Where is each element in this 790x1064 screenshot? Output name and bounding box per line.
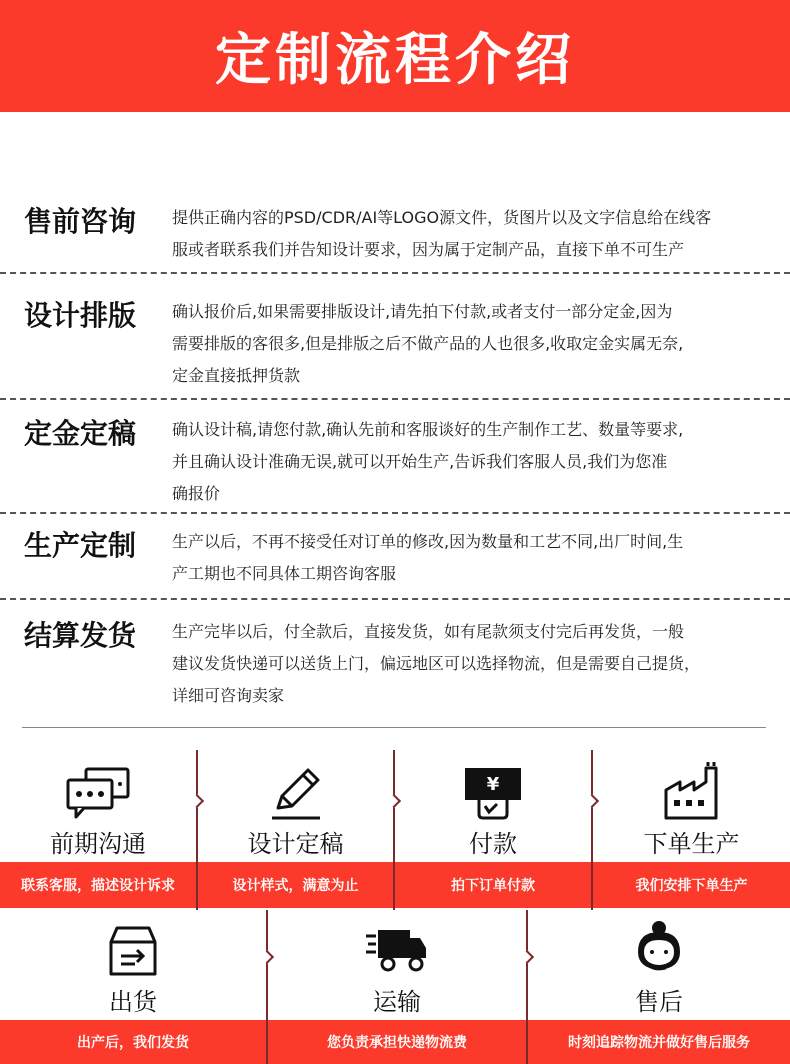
step-design <box>198 750 393 860</box>
pencil-edit-icon <box>268 764 324 822</box>
section-title: 定金定稿 <box>24 417 137 450</box>
desc-line: 建议发货快递可以送货上门，偏远地区可以选择物流，但是需要自己提货， <box>172 654 701 673</box>
section-title: 售前咨询 <box>24 205 137 238</box>
step-label: 付款 <box>469 830 517 858</box>
desc-line: 定金直接抵押货款 <box>172 366 301 385</box>
box-ship-icon <box>105 924 161 978</box>
step-consult <box>0 750 196 860</box>
step-bar: 拍下订单付款 <box>395 862 591 908</box>
section-title: 生产定制 <box>24 529 137 562</box>
desc-line: 并且确认设计准确无误,就可以开始生产,告诉我们客服人员,我们为您准 <box>172 452 668 471</box>
step-production <box>593 750 790 860</box>
section-desc <box>172 526 772 590</box>
section-title: 设计排版 <box>24 299 137 332</box>
step-label: 运输 <box>373 988 421 1016</box>
step-payment <box>395 750 591 860</box>
desc-line: 提供正确内容的PSD/CDR/AI等LOGO源文件，货图片以及文字信息给在线客 <box>172 208 712 227</box>
step-label: 下单生产 <box>643 830 740 858</box>
payment-yen-icon <box>461 764 525 822</box>
desc-line: 生产完毕以后，付全款后，直接发货，如有尾款须支付完后再发货，一般 <box>172 622 685 641</box>
yen-symbol: ¥ <box>486 774 500 795</box>
page-title: 定制流程介绍 <box>215 28 575 93</box>
desc-line: 生产以后，不再不接受任对订单的修改,因为数量和工艺不同,出厂时间,生 <box>172 532 684 551</box>
dashed-divider <box>0 272 790 274</box>
section-title: 结算发货 <box>24 619 137 652</box>
section-desc <box>172 414 772 510</box>
step-label: 前期沟通 <box>50 830 146 858</box>
desc-line: 需要排版的客很多,但是排版之后不做产品的人也很多,收取定金实属无奈, <box>172 334 684 353</box>
step-label: 设计定稿 <box>247 830 344 858</box>
step-label: 出货 <box>109 988 157 1016</box>
step-bar: 您负责承担快递物流费 <box>268 1020 526 1064</box>
chat-bubbles-icon <box>64 766 132 820</box>
step-aftersale <box>528 910 790 1020</box>
step-bar: 时刻追踪物流并做好售后服务 <box>528 1020 790 1064</box>
step-bar: 设计样式，满意为止 <box>198 862 393 908</box>
process-divider <box>22 727 766 728</box>
delivery-truck-icon <box>364 924 430 976</box>
section-desc <box>172 616 772 712</box>
dashed-divider <box>0 512 790 514</box>
step-transport <box>268 910 526 1020</box>
factory-icon <box>662 760 722 822</box>
desc-line: 确认设计稿,请您付款,确认先前和客服谈好的生产制作工艺、数量等要求, <box>172 420 684 439</box>
desc-line: 详细可咨询卖家 <box>172 686 285 705</box>
step-bar: 我们安排下单生产 <box>593 862 790 908</box>
customer-service-icon <box>632 918 686 978</box>
desc-line: 确认报价后,如果需要排版设计,请先拍下付款,或者支付一部分定金,因为 <box>172 302 673 321</box>
step-label: 售后 <box>635 988 683 1016</box>
dashed-divider <box>0 398 790 400</box>
section-desc <box>172 202 772 266</box>
step-bar: 联系客服，描述设计诉求 <box>0 862 196 908</box>
desc-line: 服或者联系我们并告知设计要求，因为属于定制产品，直接下单不可生产 <box>172 240 685 259</box>
header-banner <box>0 0 790 112</box>
dashed-divider <box>0 598 790 600</box>
desc-line: 确报价 <box>172 484 221 503</box>
desc-line: 产工期也不同具体工期咨询客服 <box>172 564 397 583</box>
section-desc <box>172 296 772 392</box>
step-bar: 出产后，我们发货 <box>0 1020 266 1064</box>
step-shipment <box>0 910 266 1020</box>
